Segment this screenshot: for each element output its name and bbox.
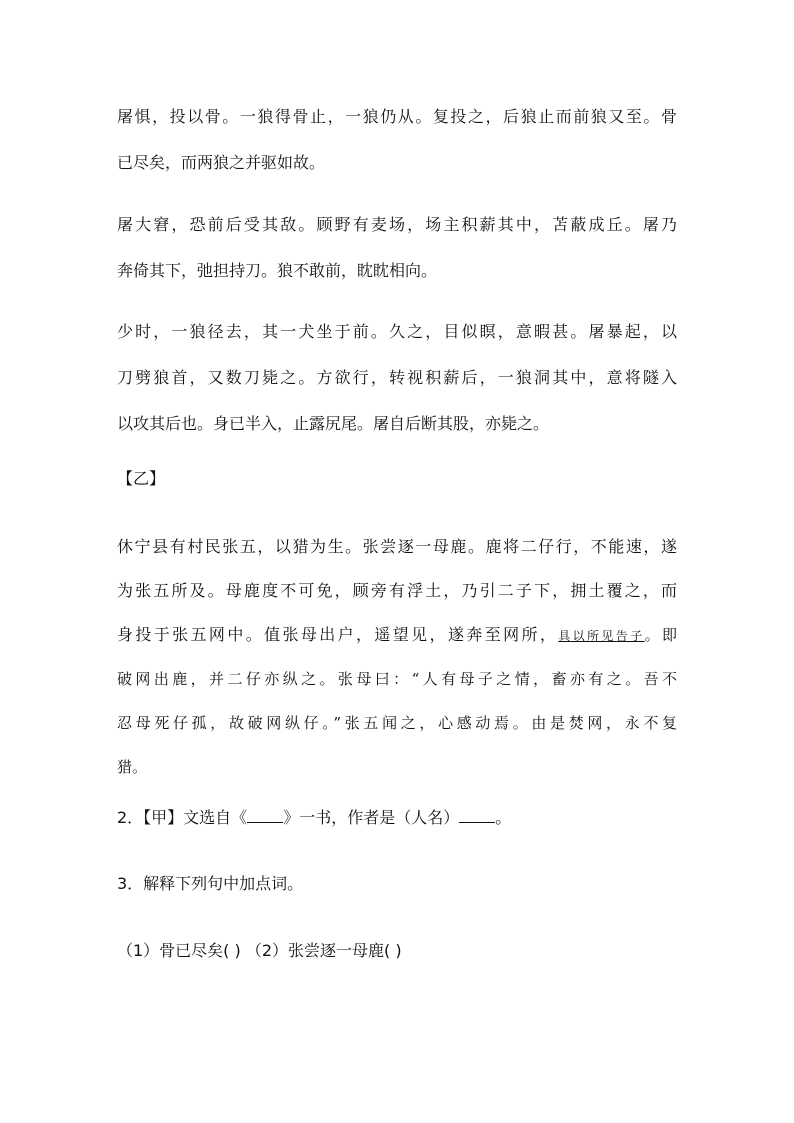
text-line: 刀劈狼首，又数刀毙之。方欲行，转视积薪后，一狼洞其中，意将隧入 (117, 368, 677, 387)
text-line: 已尽矣，而两狼之并驱如故。 (117, 153, 326, 172)
text-line: 猎。 (117, 758, 148, 776)
question-text: 2．【甲】文选自《 (117, 808, 248, 827)
passage-jia-paragraph-1 (117, 107, 677, 173)
section-label-yi: 【乙】 (117, 469, 166, 488)
question-2 (117, 807, 511, 829)
text-line: 奔倚其下，弛担持刀。狼不敢前，眈眈相向。 (117, 261, 438, 280)
text-line: 为张五所及。母鹿度不可免，顾旁有浮土，乃引二子下，拥土覆之，而 (117, 581, 677, 600)
question-text: 》一书，作者是（人名） (283, 808, 460, 827)
question-3: 3．解释下列句中加点词。 (117, 874, 304, 893)
underlined-sentence: 具以所见告子 (558, 629, 645, 643)
text-line: 休宁县有村民张五，以猎为生。张尝逐一母鹿。鹿将二仔行，不能速，遂 (117, 537, 677, 556)
text-segment: 身投于张五网中。值张母出户，遥望见，遂奔至网所， (117, 625, 559, 644)
question-text: 。 (495, 808, 512, 827)
passage-jia-paragraph-3 (117, 322, 677, 434)
text-line: 少时，一狼径去，其一犬坐于前。久之，目似瞑，意暇甚。屠暴起，以 (117, 322, 677, 341)
text-line (117, 625, 677, 645)
text-segment: 。即 (644, 626, 677, 644)
text-line: 以攻其后也。身已半入，止露尻尾。屠自后断其股，亦毙之。 (117, 414, 550, 433)
text-line: 屠惧，投以骨。一狼得骨止，一狼仍从。复投之，后狼止而前狼又至。骨 (117, 107, 677, 126)
answer-blank-book[interactable] (247, 808, 283, 823)
passage-jia-paragraph-2 (117, 215, 677, 281)
answer-blank-author[interactable] (459, 808, 495, 823)
question-3-items: （1）骨已尽矣( ) （2）张尝逐一母鹿( ) (117, 941, 402, 960)
passage-yi (117, 537, 677, 777)
text-line: 忍母死仔孤，故破网纵仔。”张五闻之，心感动焉。由是焚网，永不复 (117, 714, 677, 732)
text-line: 屠大窘，恐前后受其敌。顾野有麦场，场主积薪其中，苫蔽成丘。屠乃 (117, 215, 677, 234)
text-line: 破网出鹿，并二仔亦纵之。张母曰：“人有母子之情，畜亦有之。吾不 (117, 670, 677, 688)
